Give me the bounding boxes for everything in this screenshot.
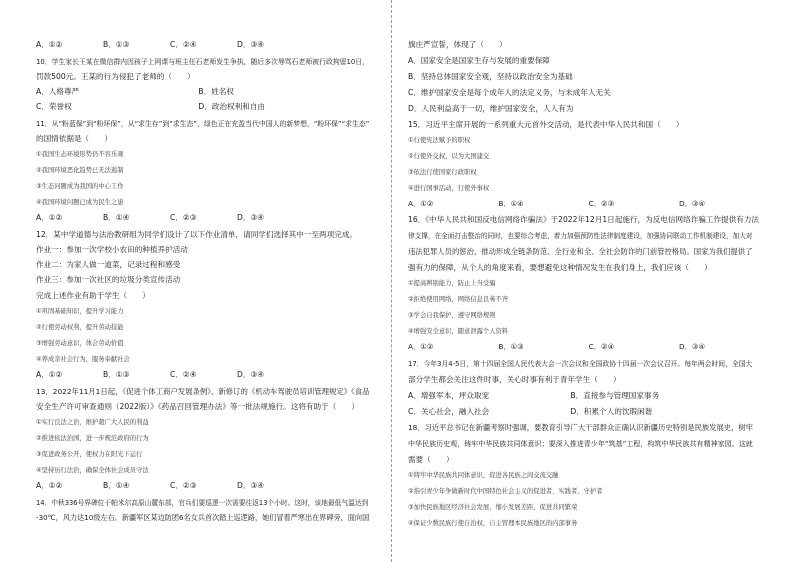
answer-options-q11 bbox=[36, 213, 304, 223]
statement-2: ②行使劳动权利，提升劳动技能 bbox=[36, 324, 124, 331]
option-c[interactable]: C．②③ bbox=[588, 199, 615, 208]
statement-2: ②我国环境恶化趋势已无法遏制 bbox=[36, 167, 124, 174]
option-d[interactable]: D．③④ bbox=[678, 342, 705, 351]
statement-3: ③促进政务公开，使权力在阳光下运行 bbox=[36, 451, 143, 458]
question-15-stem: 15．习近平主席开展的一系列重大元首外交活动，是代表中华人民共和国（ ） bbox=[408, 120, 684, 129]
question-16-stem: 16．《中华人民共和国反电信网络诈骗法》于2022年12月1日起施行，为反电信网络诈骗工作提供有力法 bbox=[408, 215, 760, 224]
answer-options-q13 bbox=[36, 481, 304, 491]
question-18-stem: 中华民族历史观，铸牢中华民族共同体意识；要深入推进青少年“筑基”工程，构筑中华民族共有精神家园。这就 bbox=[408, 439, 753, 448]
homework-item-1: 作业一：参加一次学校小农田的种植养护活动 bbox=[36, 245, 188, 254]
option-d[interactable]: D．③④ bbox=[237, 40, 265, 49]
question-16-stem: 违法犯罪人员的惩治，推动形成全链条防范、全行业和全、全社会防诈的门前管控格局。国家为我们提供了 bbox=[408, 247, 753, 256]
question-13-stem: 安全生产许可审查通则（2022版）》《药品召回管理办法》等一批法规施行。这将有助于（ ） bbox=[36, 402, 360, 411]
option-a[interactable]: A．①② bbox=[36, 370, 63, 379]
answer-options-q17 bbox=[408, 407, 730, 417]
answer-options-q17 bbox=[408, 391, 730, 401]
statement-2: ②行使外交权，以为大国建交 bbox=[408, 153, 490, 160]
question-12-stem: 完成上述作业有助于学生（ ） bbox=[36, 291, 150, 300]
statement-4: ④坚持历行法治，确保全体社会成员守法 bbox=[36, 467, 149, 474]
question-17-stem: 部分学生都会关注这件时事，关心时事有利于青年学生（ ） bbox=[408, 375, 621, 384]
statement-3: ③增强劳动意识，体会劳动价值 bbox=[36, 340, 124, 347]
statement-4: ④养成亲社会行为，服务奉献社会 bbox=[36, 356, 130, 363]
option-c[interactable]: C．②③ bbox=[170, 481, 197, 490]
option-a[interactable]: A．人格尊严 bbox=[36, 87, 80, 96]
statement-3: ③依法行使国家行政职权 bbox=[408, 169, 477, 176]
question-10-stem: 10．学生家长王某在微信群内因孩子上网课与班主任石老师发生争执，随后多次辱骂石老师被行政拘留10日， bbox=[36, 58, 369, 66]
answer-options-q10 bbox=[36, 102, 358, 112]
statement-1: ①行使宪法赋予的职权 bbox=[408, 137, 471, 144]
option-b[interactable]: B．直接参与管理国家事务 bbox=[570, 391, 660, 400]
option-c[interactable]: C．②④ bbox=[588, 342, 615, 351]
statement-4: ④保证少数民族行使自治权，自主管理本民族地区的内部事务 bbox=[408, 520, 578, 527]
answer-options-q16 bbox=[408, 342, 767, 352]
answer-options-q9 bbox=[36, 40, 304, 50]
option-b[interactable]: B．①④ bbox=[498, 199, 524, 208]
question-13-stem: 13．2022年11月1日起，《促进个体工商户发展条例》、新修订的《机动车驾驶员培训管理规定》《食品 bbox=[36, 387, 370, 396]
question-11-stem: 的国情依据是（ ） bbox=[36, 134, 112, 143]
option-a[interactable]: A．①② bbox=[36, 481, 63, 490]
statement-1: ①铸牢中华民族共同体意识，促进各民族之间交流交融 bbox=[408, 472, 559, 479]
option-c[interactable]: C．②④ bbox=[170, 370, 197, 379]
option-b[interactable]: B．①③ bbox=[103, 370, 130, 379]
option-b[interactable]: B．①④ bbox=[103, 481, 130, 490]
answer-options-q15 bbox=[408, 199, 767, 209]
question-16-stem: 强有力的保障，从个人的角度来看，要想避免这种情况发生在我们身上，我们应该（ ） bbox=[408, 263, 712, 272]
option-d[interactable]: D．人民利益高于一切，维护国家安全，人人有为 bbox=[408, 104, 574, 113]
option-b[interactable]: B．①④ bbox=[103, 213, 130, 222]
question-17-stem: 17．今年3月4-5日，第十四届全国人民代表大会一次会议和全国政协十四届一次会议召开。每年两会时间，全国大 bbox=[408, 360, 753, 368]
option-b[interactable]: B．姓名权 bbox=[198, 87, 235, 96]
column-divider bbox=[391, 0, 392, 562]
question-10-stem: 罚款500元。王某的行为侵犯了老师的（ ） bbox=[36, 72, 195, 81]
question-18-stem: 18．习近平总书记在新疆考察时强调，要教育引导广大干部群众正确认识新疆历史特别是民族发展史，树牢 bbox=[408, 423, 753, 432]
option-c[interactable]: C．②④ bbox=[170, 40, 197, 49]
option-d[interactable]: D．积累个人的饮瑕闲谐 bbox=[570, 407, 653, 416]
statement-3: ③加快民族地区经济社会发展，缩小发展差距，促进共同繁荣 bbox=[408, 504, 578, 511]
homework-item-2: 作业二：为家人做一道菜，记录过程和感受 bbox=[36, 260, 181, 269]
option-b[interactable]: B．坚持总体国家安全观，坚持以政治安全为基础 bbox=[408, 72, 573, 81]
option-a[interactable]: A．①② bbox=[408, 199, 434, 208]
option-c[interactable]: C．关心社会，融入社会 bbox=[408, 407, 490, 416]
statement-1: ①提高辨别能力，防止上当受骗 bbox=[408, 280, 496, 287]
question-16-stem: 律支撑，在全面打击整治的同时，也要综合考虑，着力加强预防性法律制度建设，加强协同联动工作机制建设，加大对 bbox=[408, 232, 753, 240]
question-14-stem: 旗庄严宣誓，体现了（ ） bbox=[408, 40, 507, 49]
statement-2: ②拒绝使用网络，网络信息良莠不齐 bbox=[408, 296, 509, 303]
option-c[interactable]: C．②③ bbox=[170, 213, 197, 222]
option-d[interactable]: D．③④ bbox=[237, 481, 265, 490]
statement-1: ①实行良法之治，维护超广大人民的利益 bbox=[36, 419, 149, 426]
option-d[interactable]: D．③④ bbox=[237, 370, 265, 379]
option-d[interactable]: D．③④ bbox=[237, 213, 265, 222]
option-a[interactable]: A．①② bbox=[36, 40, 63, 49]
option-d[interactable]: D．政治权利和自由 bbox=[198, 102, 266, 111]
option-a[interactable]: A．增强军本，坪众取宠 bbox=[408, 391, 490, 400]
answer-options-q12 bbox=[36, 370, 304, 380]
statement-4: ④增强安全意识，随意泄露个人资料 bbox=[408, 328, 509, 335]
option-c[interactable]: C．维护国家安全是每个成年人的法定义务，与未成年人无关 bbox=[408, 88, 611, 97]
statement-4: ④进行国事活动，行使外事权 bbox=[408, 185, 490, 192]
homework-item-3: 作业三：参加一次社区的垃圾分类宣传活动 bbox=[36, 275, 181, 284]
statement-2: ②指引青少年争做新时代中国特色社会主义的促进者、实践者、守护者 bbox=[408, 488, 603, 495]
option-c[interactable]: C．荣誉权 bbox=[36, 102, 72, 111]
statement-1: ①我国生态环境形势仍不容乐观 bbox=[36, 151, 124, 158]
statement-3: ③生态问题成为我国的中心工作 bbox=[36, 183, 124, 190]
statement-3: ③学会自我保护，遵守网络规则 bbox=[408, 312, 496, 319]
option-a[interactable]: A．①② bbox=[408, 342, 434, 351]
option-b[interactable]: B．①③ bbox=[498, 342, 524, 351]
statement-1: ①巩固基础知识，提升学习能力 bbox=[36, 308, 124, 315]
option-b[interactable]: B．①③ bbox=[103, 40, 130, 49]
option-a[interactable]: A．国家安全是国家生存与发展的重要保障 bbox=[408, 56, 550, 65]
question-18-stem: 需要（ ） bbox=[408, 455, 454, 464]
option-a[interactable]: A．①② bbox=[36, 213, 63, 222]
question-14-stem: -30℃，风力达10级左右。新疆军区某边防团6名女兵首次踏上巡逻路，她们冒着严寒出在界碑旁，面向国 bbox=[36, 513, 370, 522]
statement-4: ④我国环境问题已成为民生之患 bbox=[36, 199, 124, 206]
question-12-stem: 12．某中学道德与法治教研组为同学们设计了以下作业清单，请同学们选择其中一至两项完成。 bbox=[36, 230, 358, 239]
option-d[interactable]: D．③④ bbox=[678, 199, 705, 208]
answer-options-q10 bbox=[36, 87, 358, 97]
statement-2: ②推进依法治国，进一步规范政府的行为 bbox=[36, 435, 149, 442]
question-14-stem: 14．中秋336号界碑位于帕米尔高原山麓东部，官兵们要巡逻一次需要往返13个小时。这时，该地最低气温达到 bbox=[36, 499, 369, 507]
question-11-stem: 11．从“粉蓝保”到“粉环保”，从“求生存”到“求生态”，绿色正在充盈当代中国人的新梦想，“粉环保”“求生态” bbox=[36, 120, 370, 128]
